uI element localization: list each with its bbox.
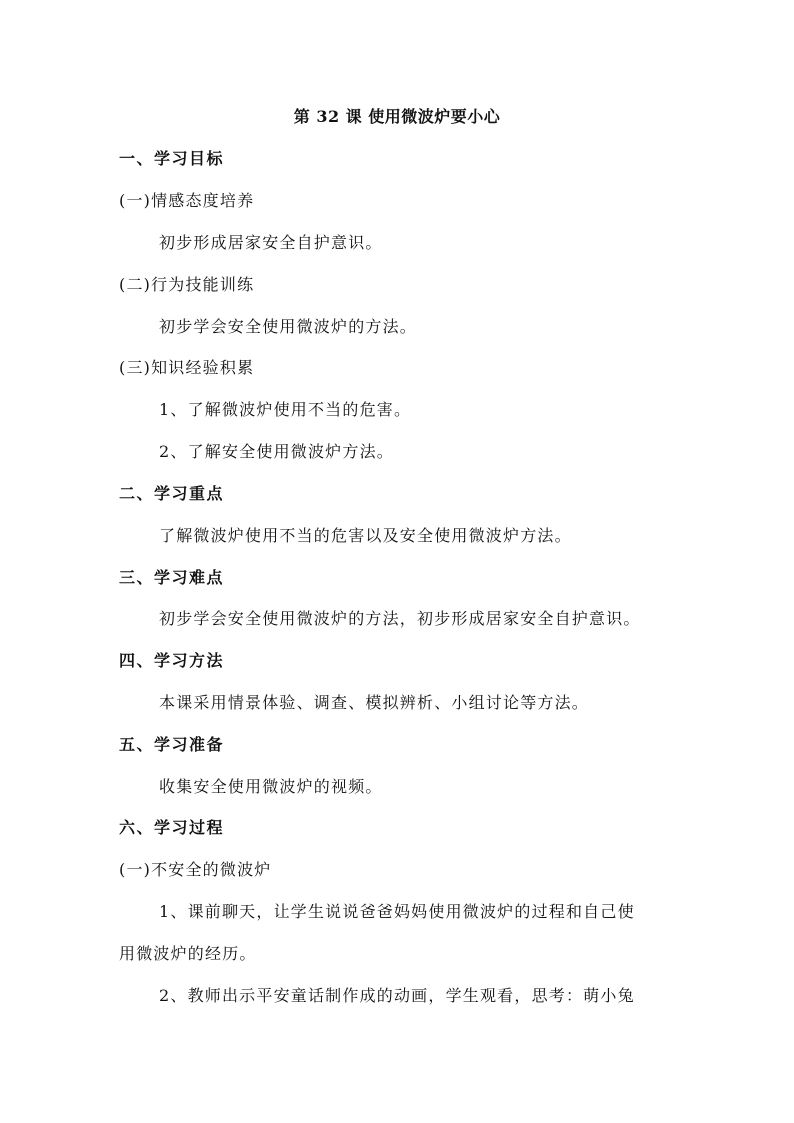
paragraph-preparation: 收集安全使用微波炉的视频。	[159, 777, 383, 796]
paragraph-attitude: 初步形成居家安全自护意识。	[159, 233, 383, 252]
paragraph-process-2: 2、教师出示平安童话制作成的动画，学生观看，思考：萌小兔	[159, 986, 635, 1005]
lesson-title: 第 32 课 使用微波炉要小心	[293, 107, 501, 126]
paragraph-difficulty: 初步学会安全使用微波炉的方法，初步形成居家安全自护意识。	[159, 609, 641, 628]
paragraph-methods: 本课采用情景体验、调查、模拟辨析、小组讨论等方法。	[159, 693, 590, 712]
section-heading-process: 六、学习过程	[119, 818, 225, 837]
subsection-heading-unsafe-microwave: (一)不安全的微波炉	[119, 860, 272, 879]
subsection-heading-knowledge: (三)知识经验积累	[119, 358, 255, 377]
subsection-heading-attitude: (一)情感态度培养	[119, 191, 255, 210]
list-item-knowledge-1: 1、了解微波炉使用不当的危害。	[159, 400, 412, 419]
section-heading-focus: 二、学习重点	[119, 484, 225, 503]
section-heading-preparation: 五、学习准备	[119, 735, 225, 754]
section-heading-difficulty: 三、学习难点	[119, 568, 225, 587]
paragraph-process-1-continued: 用微波炉的经历。	[119, 944, 257, 963]
paragraph-focus: 了解微波炉使用不当的危害以及安全使用微波炉方法。	[159, 526, 572, 545]
list-item-knowledge-2: 2、了解安全使用微波炉方法。	[159, 442, 394, 461]
section-heading-methods: 四、学习方法	[119, 651, 225, 670]
section-heading-objectives: 一、学习目标	[119, 149, 225, 168]
paragraph-skills: 初步学会安全使用微波炉的方法。	[159, 317, 418, 336]
subsection-heading-skills: (二)行为技能训练	[119, 275, 255, 294]
paragraph-process-1: 1、课前聊天，让学生说说爸爸妈妈使用微波炉的过程和自己使	[159, 902, 635, 921]
